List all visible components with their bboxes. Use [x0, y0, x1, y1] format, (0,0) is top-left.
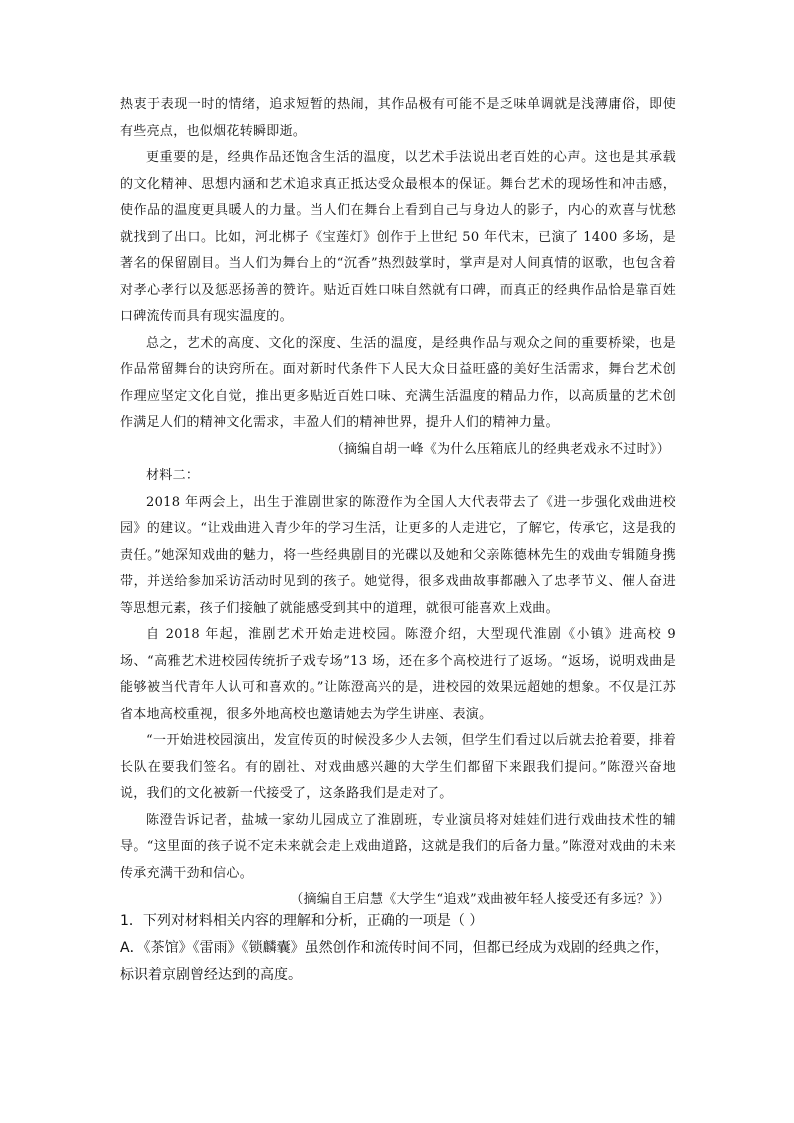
paragraph-1: 热衷于表现一时的情绪，追求短暂的热闹，其作品极有可能不是乏味单调就是浅薄庸俗，即使有些亮点，也似烟花转瞬即逝。 — [120, 97, 676, 139]
question-option-a: A．《茶馆》《雷雨》《锁麟囊》虽然创作和流传时间不同，但都已经成为戏剧的经典之作，标识着京剧曾经达到的高度。 — [120, 940, 669, 983]
question-stem: 1．下列对材料相关内容的理解和分析，正确的一项是（ ） — [120, 913, 484, 929]
paragraph-2: 更重要的是，经典作品还饱含生活的温度，以艺术手法说出老百姓的心声。这也是其承载的文化精神、思想内涵和艺术追求真正抵达受众最根本的保证。舞台艺术的现场性和冲击感，使作品的温度更具暖人的力量。当人们在舞台上看到自己与身边人的影子，内心的欢喜与忧愁就找到了出口。比如，河北梆子《宝莲灯》创作于上世纪 50 年代末，已演了 1400 多场，是著名的保留剧目。当人们为舞台上的“沉香”热烈鼓掌时，掌声是对人间真情的讴歌，也包含着对孝心孝行以及惩恶扬善的赞许。贴近百姓口味自然就有口碑，而真正的经典作品恰是靠百姓口碑流传而具有现实温度的。 — [120, 150, 676, 324]
material-2-paragraph-2: 自 2018 年起，淮剧艺术开始走进校园。陈澄介绍，大型现代淮剧《小镇》进高校 9 场、“高雅艺术进校园传统折子戏专场”13 场，还在多个高校进行了返场。“返场，说明戏曲是能够被当代青年人认可和喜欢的。”让陈澄高兴的是，进校园的效果远超她的想象。不仅是江苏省本地高校重视，很多外地高校也邀请她去为学生讲座、表演。 — [120, 627, 676, 722]
material-2-paragraph-1: 2018 年两会上，出生于淮剧世家的陈澄作为全国人大代表带去了《进一步强化戏曲进校园》的建议。“让戏曲进入青少年的学习生活，让更多的人走进它，了解它，传承它，这是我的责任。”她深知戏曲的魅力，将一些经典剧目的光碟以及她和父亲陈德林先生的戏曲专辑随身携带，并送给参加采访活动时见到的孩子。她觉得，很多戏曲故事都融入了忠孝节义、催人奋进等思想元素，孩子们接触了就能感受到其中的道理，就很可能喜欢上戏曲。 — [120, 494, 676, 616]
article-body — [120, 92, 676, 914]
paragraph-3: 总之，艺术的高度、文化的深度、生活的温度，是经典作品与观众之间的重要桥梁，也是作品常留舞台的诀窍所在。面对新时代条件下人民大众日益旺盛的美好生活需求，舞台艺术创作理应坚定文化自觉，推出更多贴近百姓口味、充满生活温度的精品力作，以高质量的艺术创作满足人们的精神文化需求，丰盈人们的精神世界，提升人们的精神力量。 — [120, 335, 676, 430]
material-2-paragraph-3: “一开始进校园演出，发宣传页的时候没多少人去领，但学生们看过以后就去抢着要，排着长队在要我们签名。有的剧社、对戏曲感兴趣的大学生们都留下来跟我们提问。”陈澄兴奋地说，我们的文化被新一代接受了，这条路我们是走对了。 — [120, 733, 676, 801]
source-citation-2: （摘编自王启慧《大学生“追戏”戏曲被年轻人接受还有多远？》） — [290, 892, 670, 907]
material-2-paragraph-4: 陈澄告诉记者，盐城一家幼儿园成立了淮剧班，专业演员将对娃娃们进行戏曲技术性的辅导。“这里面的孩子说不定未来就会走上戏曲道路，这就是我们的后备力量。”陈澄对戏曲的未来传承充满干劲和信心。 — [120, 812, 676, 881]
source-citation-1: （摘编自胡一峰《为什么压箱底儿的经典老戏永不过时》） — [330, 441, 670, 457]
material-2-label: 材料二： — [146, 468, 200, 483]
question-1 — [120, 908, 680, 989]
